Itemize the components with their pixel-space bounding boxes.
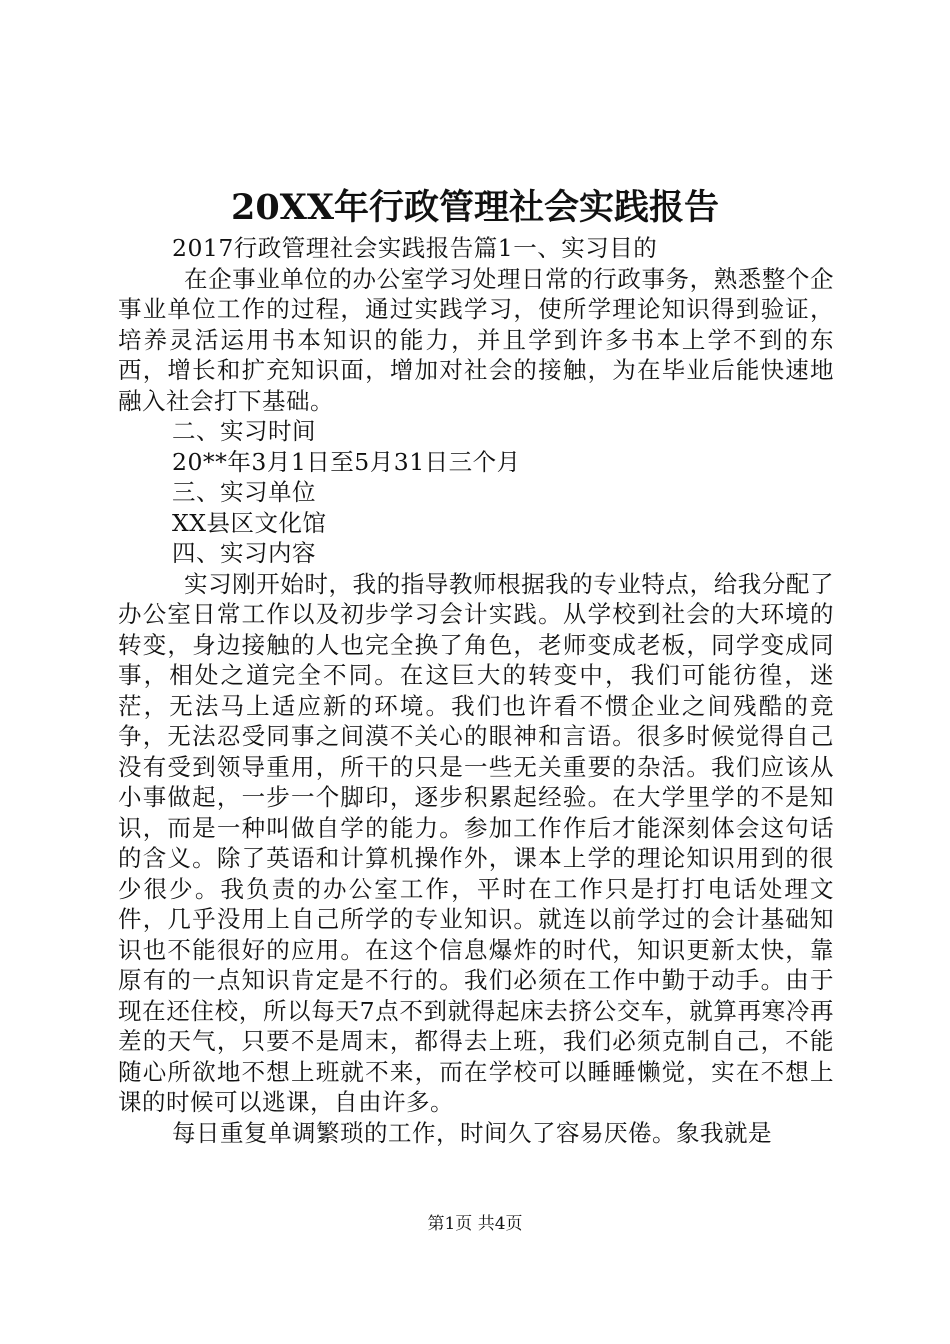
heading-internship-time: 二、实习时间 [172,417,316,445]
heading-internship-content: 四、实习内容 [172,539,316,567]
heading-internship-unit: 三、实习单位 [172,478,316,506]
paragraph-internship-dates: 20**年3月1日至5月31日三个月 [172,447,521,476]
paragraph-objective: 在企事业单位的办公室学习处理日常的行政事务，熟悉整个企事业单位工作的过程，通过实践学习，使所学理论知识得到验证，培养灵活运用书本知识的能力，并且学到许多书本上学不到的东西，增长和扩充知识面，增加对社会的接触，为在毕业后能快速地融入社会打下基础。 [118,264,834,415]
document-title: 20XX年行政管理社会实践报告 [230,187,720,228]
document-body [118,233,834,1148]
paragraph-internship-content: 实习刚开始时，我的指导教师根据我的专业特点，给我分配了办公室日常工作以及初步学习会计实践。从学校到社会的大环境的转变，身边接触的人也完全换了角色，老师变成老板，同学变成同事，相处之道完全不同。在这巨大的转变中，我们可能彷徨，迷茫，无法马上适应新的环境。我们也许看不惯企业之间残酷的竞争，无法忍受同事之间漠不关心的眼神和言语。很多时候觉得自己没有受到领导重用，所干的只是一些无关重要的杂活。我们应该从小事做起，一步一个脚印，逐步积累起经验。在大学里学的不是知识，而是一种叫做自学的能力。参加工作作后才能深刻体会这句话的含义。除了英语和计算机操作外，课本上学的理论知识用到的很少很少。我负责的办公室工作，平时在工作只是打打电话处理文件，几乎没用上自己所学的专业知识。就连以前学过的会计基础知识也不能很好的应用。在这个信息爆炸的时代，知识更新太快，靠原有的一点知识肯定是不行的。我们必须在工作中勤于动手。由于现在还住校，所以每天7点不到就得起床去挤公交车，就算再寒冷再差的天气，只要不是周末，都得去上班，我们必须克制自己，不能随心所欲地不想上班就不来，而在学校可以睡睡懒觉，实在不想上课的时候可以逃课，自由许多。 [118,569,834,1116]
paragraph-intro: 2017行政管理社会实践报告篇1一、实习目的 [172,234,658,262]
page-number-footer: 第1页 共4页 [427,1214,523,1234]
paragraph-daily-work: 每日重复单调繁琐的工作，时间久了容易厌倦。象我就是 [172,1118,772,1147]
paragraph-internship-unit-name: XX县区文化馆 [172,508,327,537]
